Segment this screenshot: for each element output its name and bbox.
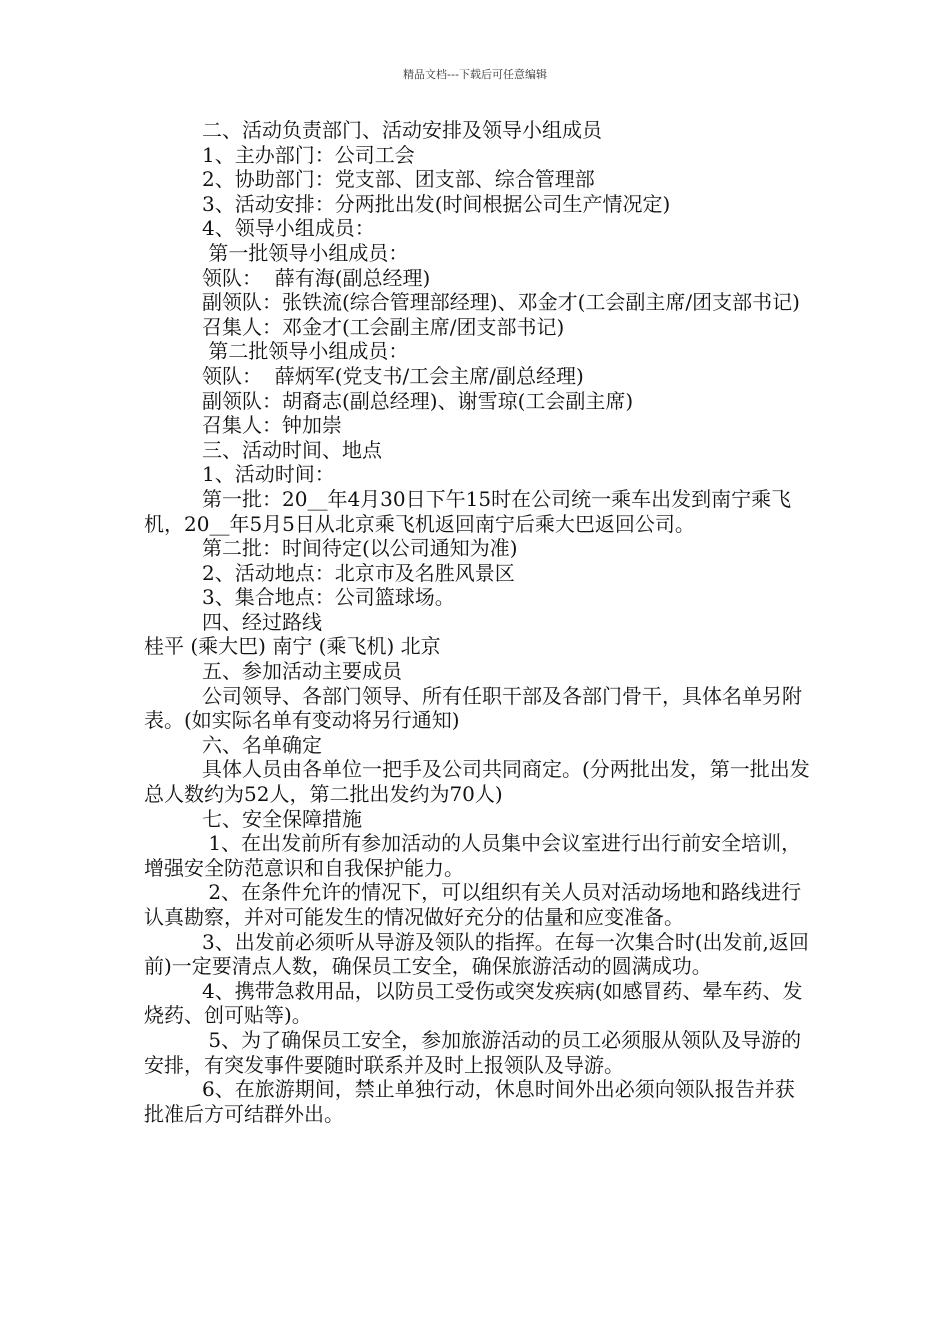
route-line: 桂平 (乘大巴) 南宁 (乘飞机) 北京: [144, 634, 441, 659]
paragraph: 副领队：张铁流(综合管理部经理)、邓金才(工会副主席/团支部书记): [202, 290, 800, 315]
paragraph: 召集人：钟加崇: [202, 413, 342, 438]
paragraph: 2、活动地点：北京市及名胜风景区: [202, 560, 515, 585]
paragraph: 第一批：20__年4月30日下午15时在公司统一乘车出发到南宁乘飞机，20__年5月5日从北京乘飞机返回南宁后乘大巴返回公司。: [144, 486, 792, 536]
paragraph: 具体人员由各单位一把手及公司共同商定。(分两批出发，第一批出发总人数约为52人，第二批出发约为70人): [144, 757, 810, 807]
paragraph: 3、集合地点：公司篮球场。: [202, 585, 455, 610]
section-heading: 六、名单确定: [202, 732, 322, 757]
paragraph: 2、协助部门：党支部、团支部、综合管理部: [202, 167, 595, 192]
paragraph: 第二批领导小组成员：: [202, 339, 409, 364]
page-header: 精品文档---下载后可任意编辑: [403, 68, 547, 81]
paragraph: 领队： 薛有海(副总经理): [202, 265, 431, 290]
paragraph: 2、在条件允许的情况下，可以组织有关人员对活动场地和路线进行认真勘察，并对可能发生的情况做好充分的估量和应变准备。: [144, 880, 802, 929]
document-body: [144, 118, 810, 1126]
section-heading: 四、经过路线: [202, 609, 322, 634]
paragraph: 1、活动时间：: [202, 462, 335, 487]
paragraph: 3、活动安排：分两批出发(时间根据公司生产情况定): [202, 191, 671, 216]
paragraph: 副领队：胡裔志(副总经理)、谢雪琼(工会副主席): [202, 388, 634, 413]
paragraph: 4、领导小组成员：: [202, 216, 375, 241]
paragraph: 5、为了确保员工安全，参加旅游活动的员工必须服从领队及导游的安排，有突发事件要随时联系并及时上报领队及导游。: [144, 1027, 802, 1077]
paragraph: 公司领导、各部门领导、所有任职干部及各部门骨干，具体名单另附表。(如实际名单有变动将另行通知): [144, 683, 802, 733]
section-heading: 五、参加活动主要成员: [202, 659, 402, 684]
paragraph: 第二批：时间待定(以公司通知为准): [202, 536, 518, 561]
paragraph: 1、在出发前所有参加活动的人员集中会议室进行出行前安全培训，增强安全防范意识和自我保护能力。: [144, 831, 802, 880]
paragraph: 第一批领导小组成员：: [202, 240, 409, 265]
paragraph: 召集人：邓金才(工会副主席/团支部书记): [202, 314, 565, 339]
paragraph: 4、携带急救用品，以防员工受伤或突发疾病(如感冒药、晕车药、发烧药、创可贴等)。: [144, 978, 803, 1028]
paragraph: 3、出发前必须听从导游及领队的指挥。在每一次集合时(出发前,返回前)一定要清点人数，确保员工安全，确保旅游活动的圆满成功。: [144, 929, 809, 979]
paragraph: 领队： 薛炳军(党支书/工会主席/副总经理): [202, 363, 584, 388]
section-heading: 二、活动负责部门、活动安排及领导小组成员: [202, 118, 602, 142]
paragraph: 6、在旅游期间，禁止单独行动，休息时间外出必须向领队报告并获批准后方可结群外出。: [144, 1077, 795, 1126]
section-heading: 三、活动时间、地点: [202, 437, 382, 462]
section-heading: 七、安全保障措施: [202, 806, 362, 831]
paragraph: 1、主办部门：公司工会: [202, 142, 415, 167]
